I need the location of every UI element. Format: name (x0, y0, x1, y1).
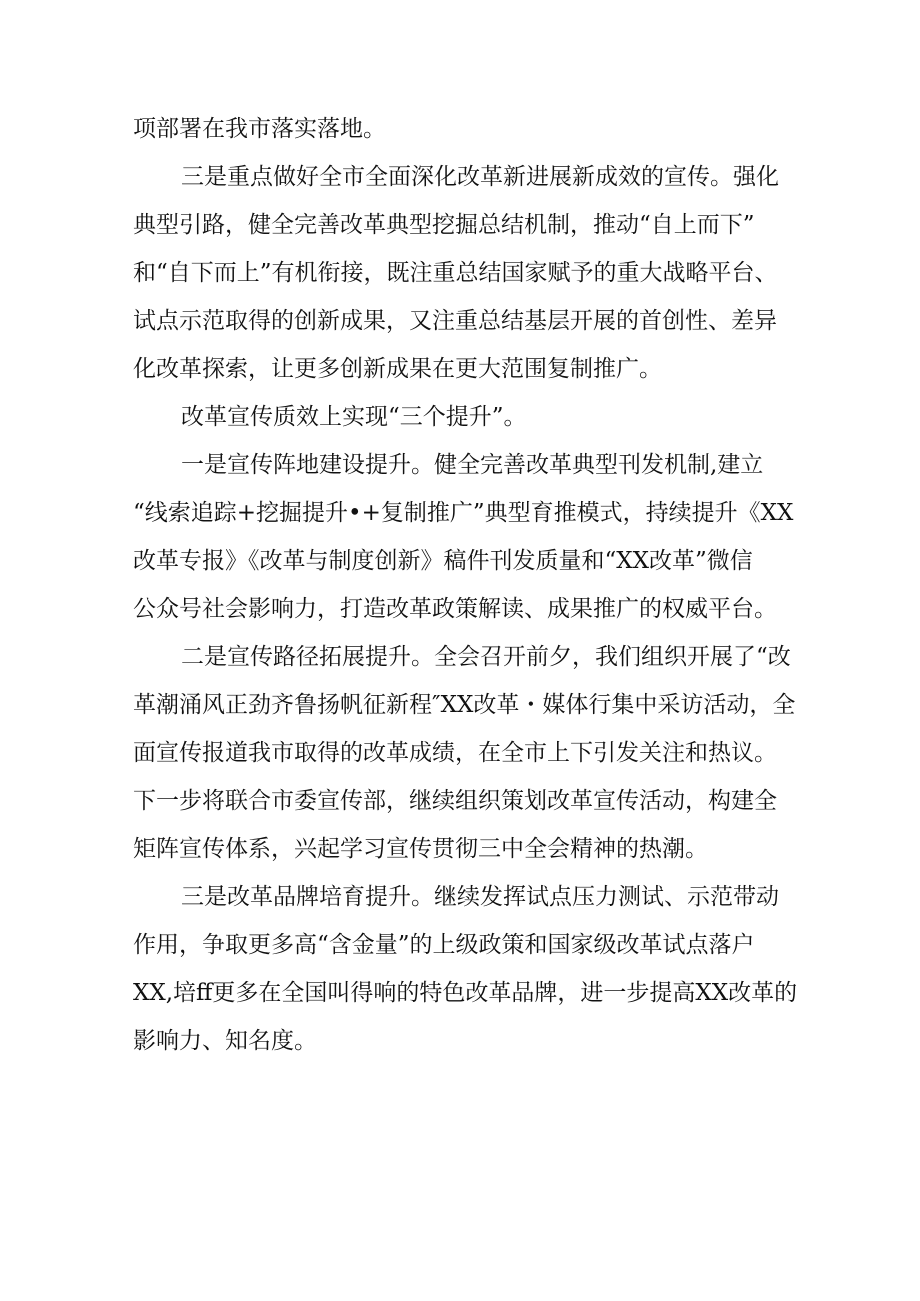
text-line: 公众号社会影响力，打造改革政策解读、成果推广的权威平台。 (133, 596, 777, 622)
text-line: 三是改革品牌培育提升。继续发挥试点压力测试、示范带动 (181, 884, 779, 910)
text-line: 影响力、知名度。 (133, 1028, 317, 1054)
text-line: XX,培ff更多在全国叫得响的特色改革品牌，进一步提高XX改革的 (133, 980, 798, 1006)
text-line: 作用，争取更多高“含金量”的上级政策和国家级改革试点落户 (133, 932, 755, 958)
text-line: “线索追踪+挖掘提升•+复制推广”典型育推模式，持续提升《XX (133, 500, 794, 526)
text-line: 下一步将联合市委宣传部，继续组织策划改革宣传活动，构建全 (133, 788, 777, 814)
text-line: 试点示范取得的创新成果，又注重总结基层开展的首创性、差异 (133, 308, 777, 334)
text-line: 和“自下而上”有机衔接，既注重总结国家赋予的重大战略平台、 (133, 260, 778, 286)
text-line: 革潮涌风正劲齐鲁扬帆征新程″XX改革・媒体行集中采访活动，全 (133, 692, 796, 718)
text-line: 三是重点做好全市全面深化改革新进展新成效的宣传。强化 (181, 164, 779, 190)
text-line: 矩阵宣传体系，兴起学习宣传贯彻三中全会精神的热潮。 (133, 836, 708, 862)
text-line: 改革宣传质效上实现“三个提升”。 (181, 404, 527, 430)
text-line: 改革专报》《改革与制度创新》稿件刊发质量和“XX改革”微信 (133, 548, 753, 574)
text-line: 一是宣传阵地建设提升。健全完善改革典型刊发机制,建立 (181, 452, 764, 478)
text-line: 面宣传报道我市取得的改革成绩，在全市上下引发关注和热议。 (133, 740, 777, 766)
document-body (133, 105, 803, 1065)
text-line: 项部署在我市落实落地。 (133, 116, 386, 142)
text-line: 化改革探索，让更多创新成果在更大范围复制推广。 (133, 356, 662, 382)
text-line: 二是宣传路径拓展提升。全会召开前夕，我们组织开展了“改 (181, 644, 791, 670)
text-line: 典型引路，健全完善改革典型挖掘总结机制，推动“自上而下” (133, 212, 755, 238)
